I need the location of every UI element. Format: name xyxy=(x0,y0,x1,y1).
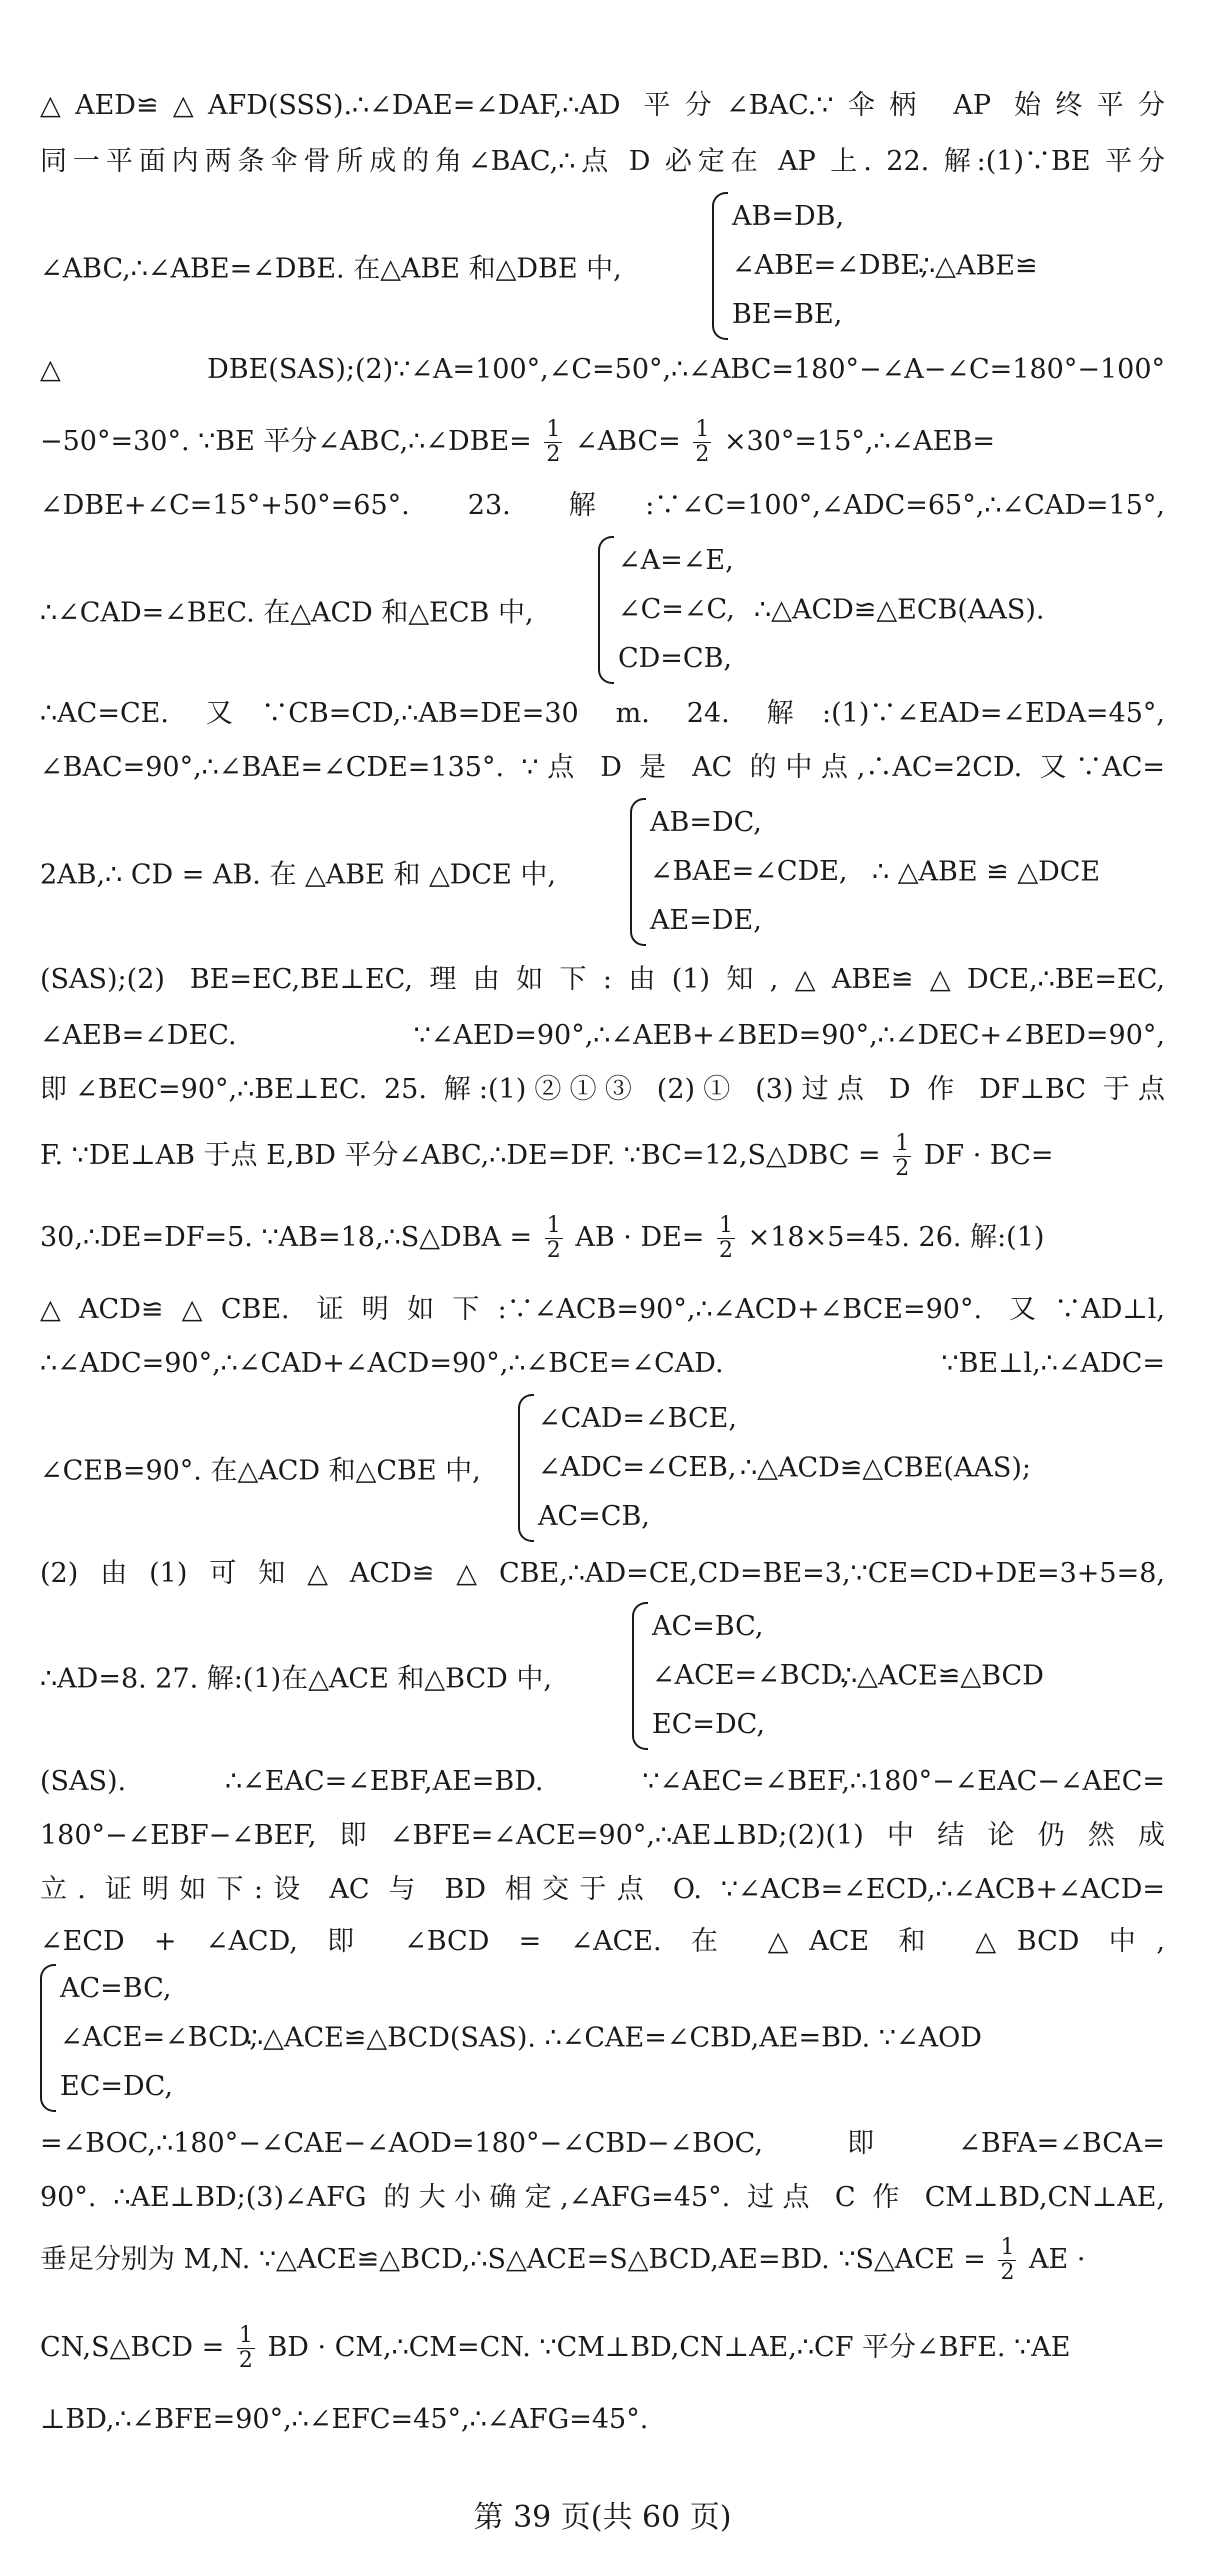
equation-system xyxy=(40,1964,1165,2112)
fraction-numerator: 1 xyxy=(1000,2235,1015,2260)
system-row: ∠ADC=∠CEB, xyxy=(538,1452,737,1483)
system-trail-text: ∴△ACD≌△ECB(AAS). xyxy=(754,594,1045,626)
system-rows xyxy=(60,1964,258,2111)
left-brace xyxy=(712,192,728,340)
system-row: ∠ACE=∠BCD, xyxy=(652,1660,851,1691)
text-segment: 30,∴DE=DF=5. ∵AB=18,∴S△DBA = xyxy=(40,1222,533,1253)
text-segment: DF · BC= xyxy=(923,1140,1054,1171)
system-trail-text: ∴△ACD≌△CBE(AAS); xyxy=(740,1452,1032,1484)
text-segment: 垂足分别为 M,N. ∵△ACE≌△BCD,∴S△ACE=S△BCD,AE=BD. ∵S△ACE = xyxy=(40,2244,986,2275)
text-line: 180°−∠EBF−∠BEF,即∠BFE=∠ACE=90°,∴AE⊥BD;(2)(1)中结论仍然成 xyxy=(40,1820,1165,1851)
text-line: ∠AEB=∠DEC. ∵∠AED=90°,∴∠AEB+∠BED=90°,∴∠DEC+∠BED=90°, xyxy=(40,1020,1165,1051)
left-brace xyxy=(518,1394,534,1542)
fraction-numerator: 1 xyxy=(719,1213,734,1238)
text-line: ⊥BD,∴∠BFE=90°,∴∠EFC=45°,∴∠AFG=45°. xyxy=(40,2404,649,2435)
system-rows xyxy=(732,192,929,339)
system-row: ∠BAE=∠CDE, xyxy=(650,856,848,887)
text-segment: ∠ABC= xyxy=(575,426,681,457)
fraction-numerator: 1 xyxy=(546,417,561,442)
system-row: AC=BC, xyxy=(60,1973,172,2004)
system-lead-text: 2AB,∴ CD = AB. 在 △ABE 和 △DCE 中, xyxy=(40,859,556,891)
system-trail-text: ∴△ACE≌△BCD(SAS). ∴∠CAE=∠CBD,AE=BD. ∵∠AOD xyxy=(246,2022,982,2054)
text-segment: F. ∵DE⊥AB 于点 E,BD 平分∠ABC,∴DE=DF. ∵BC=12,S△DBC = xyxy=(40,1140,881,1171)
equation-system xyxy=(40,798,1165,946)
equation-system xyxy=(40,536,1165,684)
fraction-numerator: 1 xyxy=(895,1131,910,1156)
fraction-one-half xyxy=(544,418,562,467)
system-lead-text: ∴∠CAD=∠BEC. 在△ACD 和△ECB 中, xyxy=(40,597,534,629)
fraction-one-half xyxy=(693,418,711,467)
system-trail-text: ∴ △ABE ≌ △DCE xyxy=(872,856,1101,888)
system-row: ∠ACE=∠BCD, xyxy=(60,2022,259,2053)
fraction-numerator: 1 xyxy=(238,2323,253,2348)
text-segment: ×30°=15°,∴∠AEB= xyxy=(723,426,995,457)
text-line-with-fractions xyxy=(40,2232,1165,2288)
left-brace xyxy=(630,798,646,946)
fraction-one-half xyxy=(717,1214,735,1263)
text-segment: ×18×5=45. 26. 解:(1) xyxy=(747,1222,1045,1253)
system-rows xyxy=(538,1394,737,1541)
text-segment: −50°=30°. ∵BE 平分∠ABC,∴∠DBE= xyxy=(40,426,532,457)
system-row: ∠A=∠E, xyxy=(618,545,734,576)
system-row: CD=CB, xyxy=(618,643,733,674)
system-lead-text: ∴AD=8. 27. 解:(1)在△ACE 和△BCD 中, xyxy=(40,1663,552,1695)
text-line: (SAS);(2) BE=EC,BE⊥EC,理由如下:由(1)知,△ABE≌△DCE,∴BE=EC, xyxy=(40,964,1165,995)
system-rows xyxy=(618,536,735,683)
left-brace xyxy=(40,1964,56,2112)
text-segment: BD · CM,∴CM=CN. ∵CM⊥BD,CN⊥AE,∴CF 平分∠BFE. ∵AE xyxy=(267,2332,1071,2363)
fraction-numerator: 1 xyxy=(546,1213,561,1238)
fraction-one-half xyxy=(893,1132,911,1181)
fraction-denominator: 2 xyxy=(719,1238,734,1263)
system-row: AB=DC, xyxy=(650,807,762,838)
fraction-denominator: 2 xyxy=(695,442,710,467)
fraction-denominator: 2 xyxy=(238,2348,253,2373)
system-row: ∠C=∠C, xyxy=(618,594,735,625)
equation-system xyxy=(40,1394,1165,1542)
system-row: AE=DE, xyxy=(650,905,762,936)
page-number-footer: 第 39 页(共 60 页) xyxy=(473,2500,732,2535)
system-lead-text: ∠ABC,∴∠ABE=∠DBE. 在△ABE 和△DBE 中, xyxy=(40,253,622,285)
text-line-with-fractions xyxy=(40,414,1165,470)
text-line: ∠DBE+∠C=15°+50°=65°. 23. 解:∵∠C=100°,∠ADC=65°,∴∠CAD=15°, xyxy=(40,490,1165,521)
system-rows xyxy=(652,1602,850,1749)
text-segment: AE · xyxy=(1029,2244,1086,2275)
system-rows xyxy=(650,798,848,945)
text-line: △ACD≌△CBE. 证明如下:∵∠ACB=90°,∴∠ACD+∠BCE=90°. 又∵AD⊥l, xyxy=(40,1294,1165,1325)
left-brace xyxy=(598,536,614,684)
text-line: (SAS). ∴∠EAC=∠EBF,AE=BD. ∵∠AEC=∠BEF,∴180°−∠EAC−∠AEC= xyxy=(40,1766,1165,1797)
text-line: ∠ECD + ∠ACD, 即 ∠BCD = ∠ACE. 在 △ACE 和 △BCD 中, xyxy=(40,1926,1165,1957)
text-line-with-fractions xyxy=(40,1128,1165,1184)
fraction-denominator: 2 xyxy=(895,1156,910,1181)
fraction-one-half xyxy=(545,1214,563,1263)
text-line: 90°. ∴AE⊥BD;(3)∠AFG 的大小确定,∠AFG=45°. 过点 C 作 CM⊥BD,CN⊥AE, xyxy=(40,2182,1165,2213)
system-lead-text: ∠CEB=90°. 在△ACD 和△CBE 中, xyxy=(40,1455,481,1487)
text-line: ∠BAC=90°,∴∠BAE=∠CDE=135°. ∵点 D 是 AC 的中点,∴AC=2CD. 又∵AC= xyxy=(40,752,1165,783)
text-line: △AED≌△AFD(SSS).∴∠DAE=∠DAF,∴AD 平分∠BAC.∵伞柄 AP 始终平分 xyxy=(40,90,1165,121)
text-segment: AB · DE= xyxy=(575,1222,705,1253)
text-line-with-fractions xyxy=(40,1210,1165,1266)
text-line: ∴∠ADC=90°,∴∠CAD+∠ACD=90°,∴∠BCE=∠CAD. ∵BE⊥l,∴∠ADC= xyxy=(40,1348,1165,1379)
system-row: BE=BE, xyxy=(732,299,843,330)
text-segment: CN,S△BCD = xyxy=(40,2332,225,2363)
system-row: EC=DC, xyxy=(60,2071,173,2102)
text-line: 立. 证明如下:设 AC 与 BD 相交于点 O. ∵∠ACB=∠ECD,∴∠ACB+∠ACD= xyxy=(40,1874,1165,1905)
system-row: EC=DC, xyxy=(652,1709,765,1740)
fraction-denominator: 2 xyxy=(1000,2260,1015,2285)
text-line: △DBE(SAS);(2)∵∠A=100°,∠C=50°,∴∠ABC=180°−∠A−∠C=180°−100° xyxy=(40,354,1165,385)
text-line: 即∠BEC=90°,∴BE⊥EC. 25. 解:(1)②①③ (2)① (3)过点 D 作 DF⊥BC 于点 xyxy=(40,1074,1165,1105)
system-trail-text: ∴△ABE≌ xyxy=(918,250,1038,282)
system-row: ∠ABE=∠DBE, xyxy=(732,250,929,281)
text-line: =∠BOC,∴180°−∠CAE−∠AOD=180°−∠CBD−∠BOC,即∠BFA=∠BCA= xyxy=(40,2128,1165,2159)
system-row: ∠CAD=∠BCE, xyxy=(538,1403,737,1434)
text-line-with-fractions xyxy=(40,2320,1165,2376)
text-line: 同一平面内两条伞骨所成的角∠BAC,∴点 D 必定在 AP 上. 22. 解:(1)∵BE 平分 xyxy=(40,146,1165,177)
fraction-numerator: 1 xyxy=(695,417,710,442)
fraction-denominator: 2 xyxy=(546,442,561,467)
system-trail-text: ∴△ACE≌△BCD xyxy=(840,1660,1044,1692)
system-row: AC=BC, xyxy=(652,1611,764,1642)
equation-system xyxy=(40,192,1165,340)
left-brace xyxy=(632,1602,648,1750)
fraction-denominator: 2 xyxy=(546,1238,561,1263)
fraction-one-half xyxy=(998,2236,1016,2285)
text-line: ∴AC=CE. 又∵CB=CD,∴AB=DE=30 m. 24. 解:(1)∵∠EAD=∠EDA=45°, xyxy=(40,698,1165,729)
equation-system xyxy=(40,1602,1165,1750)
system-row: AC=CB, xyxy=(538,1501,650,1532)
text-line: (2)由(1)可知△ACD≌△CBE,∴AD=CE,CD=BE=3,∵CE=CD+DE=3+5=8, xyxy=(40,1558,1165,1589)
system-row: AB=DB, xyxy=(732,201,845,232)
fraction-one-half xyxy=(237,2324,255,2373)
